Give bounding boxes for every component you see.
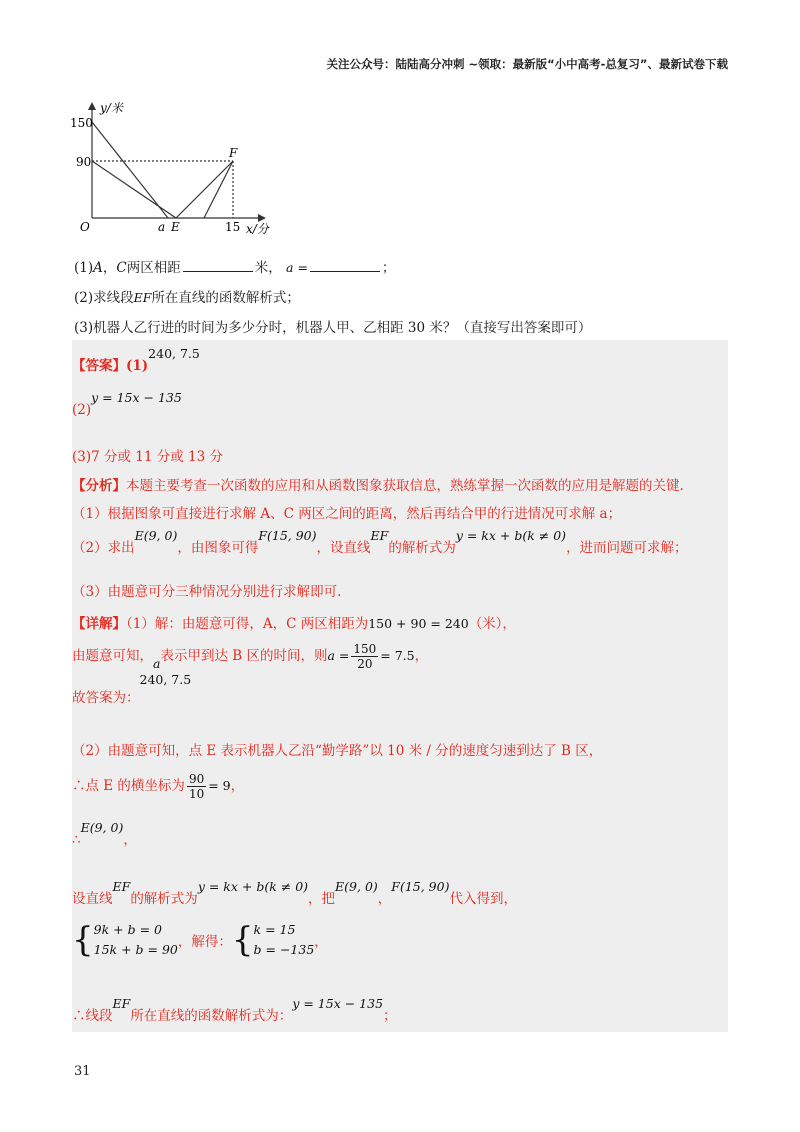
segment-to-F [204,161,233,218]
answer-3: (3)7 分或 11 分或 13 分 [72,449,224,465]
y-tick-90: 90 [76,155,92,169]
answer-1: 【答案】(1)240, 7.5 [72,346,200,374]
page-header: 关注公众号：陆陆高分冲刺 ~领取：最新版“小中高考-总复习”、最新试卷下载 [326,57,728,71]
answer-box [72,340,728,1032]
detail-2: 由题意可知，a表示甲到达 B 区的时间，则a = $\frac{150}{20}$ = 7.5， [72,642,429,671]
y-axis-label: y/米 [100,101,123,115]
equation-systems: { 9k + b = 0 15k + b = 90 ，解得：{ k = 15 b = −135 ， [72,920,328,960]
line-90-to-E [92,161,176,218]
analysis-step-2: （2）求出E(9, 0)，由图象可得F(15, 90)，设直线EF的解析式为y = kx + b(k ≠ 0)，进而问题可求解； [72,528,688,556]
x-axis-arrow [258,214,266,222]
analysis-intro: 【分析】本题主要考查一次函数的应用和从函数图象获取信息，熟练掌握一次函数的应用是解题的关键. [72,478,684,494]
x-tick-15: 15 [225,220,241,234]
blank-distance[interactable] [183,259,253,272]
detail-3: 故答案为：240, 7.5 [72,672,192,706]
analysis-step-1: （1）根据图象可直接进行求解 A、C 两区之间的距离，然后再结合甲的行进情况可求解 a； [72,506,622,522]
detail-8: ∴线段EF所在直线的函数解析式为：y = 15x − 135； [72,996,397,1024]
analysis-step-3: （3）由题意可分三种情况分别进行求解即可. [72,584,342,600]
line-150-to-a [92,122,168,218]
x-tick-a: a [158,220,166,234]
detail-1: 【详解】（1）解：由题意可得，A，C 两区相距为150 + 90 = 240（米）， [72,616,516,632]
left-brace-2: { [231,920,254,960]
segment-EF [176,161,233,218]
detail-5: ∴点 E 的横坐标为 $\frac{90}{10}$ = 9， [72,772,245,801]
point-F-label: F [229,146,238,160]
origin-label: O [80,220,90,234]
answer-2: (2)y = 15x − 135 [72,390,182,418]
fraction-150-20: $\frac{150}{20}$ [353,642,377,671]
page-number: 31 [74,1064,91,1079]
detail-7: 设直线EF的解析式为y = kx + b(k ≠ 0)，把E(9, 0)，F(15, 90)代入得到， [72,879,517,907]
question-2: (2)求线段EF所在直线的函数解析式； [74,290,300,306]
x-tick-E: E [171,220,180,234]
blank-a[interactable] [310,259,380,272]
question-1: (1)A，C两区相距 米， a = ； [74,260,396,276]
function-graph [68,98,288,243]
left-brace-1: { [72,920,94,960]
detail-4: （2）由题意可知，点 E 表示机器人乙沿“勤学路”以 10 米 / 分的速度匀速到达了 B 区， [72,743,603,759]
x-axis-label: x/分 [246,222,269,236]
y-tick-150: 150 [70,116,93,130]
question-3: (3)机器人乙行进的时间为多少分时，机器人甲、乙相距 30 米？（直接写出答案即可） [74,320,592,336]
y-axis-arrow [88,102,96,110]
system-2: k = 15 b = −135 [253,922,315,957]
detail-6: ∴E(9, 0)， [72,820,137,848]
system-1: 9k + b = 0 15k + b = 90 [93,922,178,957]
fraction-90-10: $\frac{90}{10}$ [188,772,205,801]
